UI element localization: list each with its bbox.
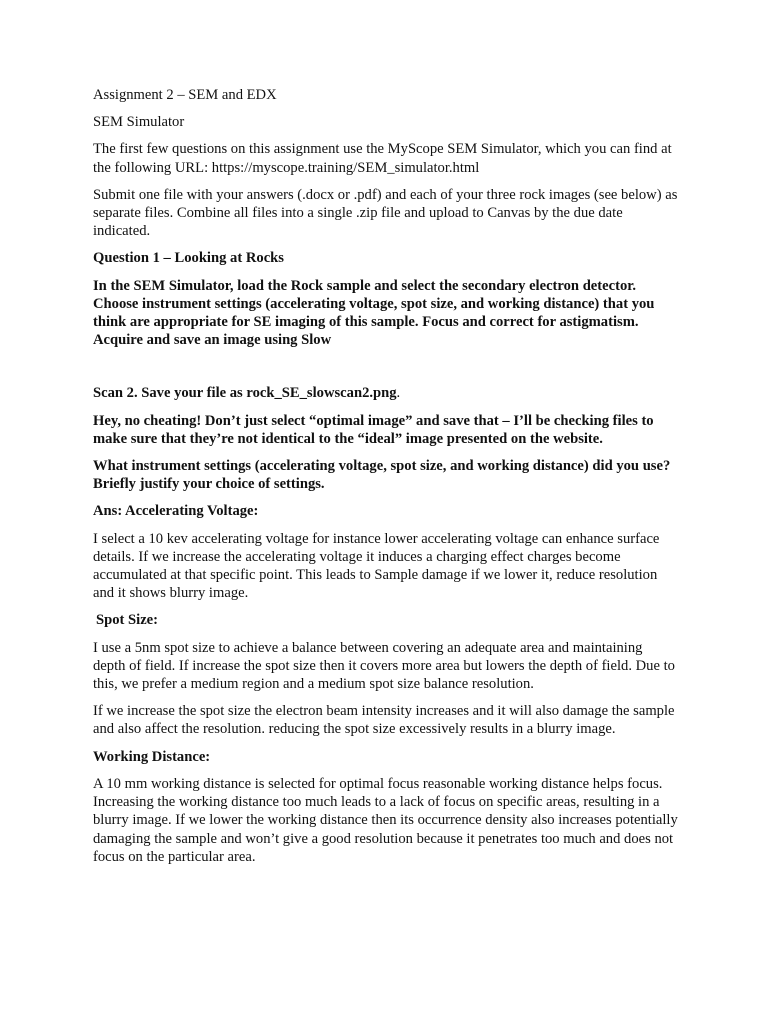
spot-size-heading: Spot Size: bbox=[96, 612, 159, 629]
question-1-scan-text: Scan 2. Save your file as rock_SE_slowscan2.png bbox=[93, 385, 397, 402]
document-title: Assignment 2 – SEM and EDX bbox=[93, 87, 277, 103]
question-1-scan-line bbox=[93, 384, 678, 402]
spot-size-text-1: I use a 5nm spot size to achieve a balance between covering an adequate area and maintaining depth of field. If increase the spot size then it covers more area but lowers the depth of field. Due to this, we prefer a medium region and a medium spot size balance resolution. bbox=[93, 639, 675, 693]
question-1-prompt: What instrument settings (accelerating voltage, spot size, and working distance) did you use? Briefly justify your choice of settings. bbox=[93, 458, 671, 493]
question-1-instructions: In the SEM Simulator, load the Rock sample and select the secondary electron detector. Choose instrument settings (accelerating voltage, spot size, and working distance) that you think are appropriate for SE imaging of this sample. Focus and correct for astigmatism. Acquire and save an image using Slow bbox=[93, 277, 655, 349]
question-1-heading: Question 1 – Looking at Rocks bbox=[93, 250, 284, 267]
section-heading: SEM Simulator bbox=[93, 114, 185, 131]
spot-size-text-2: If we increase the spot size the electron beam intensity increases and it will also damage the sample and also affect the resolution. reducing the spot size excessively results in a blurry image. bbox=[93, 703, 675, 738]
answer-accelerating-voltage-heading: Ans: Accelerating Voltage: bbox=[93, 503, 259, 520]
working-distance-text: A 10 mm working distance is selected for optimal focus reasonable working distance helps focus. Increasing the working distance too much leads to a lack of focus on specific areas, resulting in a blurry image. If we lower the working distance then its occurrence density also increases potentially damaging the sample and won’t give a good resolution because it penetrates too much and does not focus on the particular area. bbox=[93, 775, 678, 865]
intro-paragraph: The first few questions on this assignment use the MyScope SEM Simulator, which you can find at the following URL: https://myscope.training/SEM_simulator.html bbox=[93, 141, 672, 176]
submission-paragraph: Submit one file with your answers (.docx or .pdf) and each of your three rock images (see below) as separate files. Combine all files into a single .zip file and upload to Canvas by the due date indicated. bbox=[93, 186, 678, 240]
question-1-warning: Hey, no cheating! Don’t just select “optimal image” and save that – I’ll be checking files to make sure that they’re not identical to the “ideal” image presented on the website. bbox=[93, 412, 654, 447]
answer-accelerating-voltage-text: I select a 10 kev accelerating voltage for instance lower accelerating voltage can enhance surface details. If we increase the accelerating voltage it induces a charging effect charges become accumulated at that specific point. This leads to Sample damage if we lower it, reduce resolution and it shows blurry image. bbox=[93, 530, 660, 602]
working-distance-heading: Working Distance: bbox=[93, 748, 211, 765]
document-page bbox=[93, 86, 678, 875]
question-1-scan-period: . bbox=[396, 385, 401, 402]
